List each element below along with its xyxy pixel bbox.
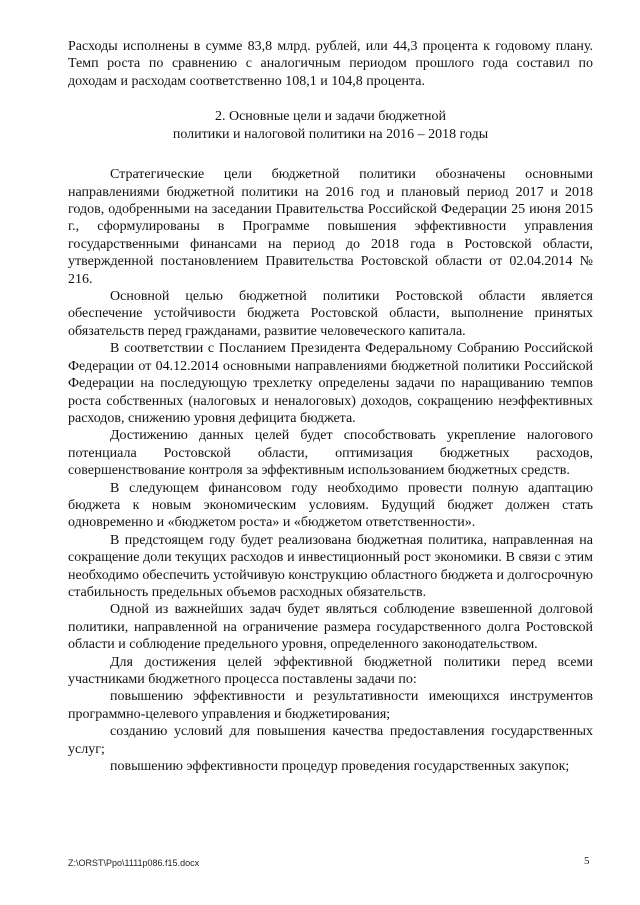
paragraph: В предстоящем году будет реализована бюджетная политика, направленная на сокращение доли текущих расходов и инвестиционный рост экономики. В связи с этим необходимо обеспечить устойчивую конструкцию областного бюджета и долгосрочную стабильность предельных объемов расходных обязательств.	[68, 532, 593, 600]
paragraph: В соответствии с Посланием Президента Федеральному Собранию Российской Федерации от 04.12.2014 основными направлениями бюджетной политики Российской Федерации на последующую трехлетку определены задачи по наращиванию темпов роста собственных (налоговых и неналоговых) доходов, сокращению неэффективных расходов, снижению уровня дефицита бюджета.	[68, 341, 593, 426]
list-item: созданию условий для повышения качества предоставления государственных услуг;	[68, 724, 593, 757]
list-item: повышению эффективности и результативности имеющихся инструментов программно-целевого управления и бюджетирования;	[68, 689, 593, 722]
footer-page-number: 5	[584, 855, 590, 867]
paragraph: Стратегические цели бюджетной политики обозначены основными направлениями бюджетной политики на 2016 год и плановый период 2017 и 2018 годов, одобренными на заседании Правительства Российской Федерации 25 июня 2015 г., сформулированы в Программе повышения эффективности управления государственными финансами на период до 2018 года в Ростовской области, утвержденной постановлением Правительства Ростовской области от 02.04.2014 № 216.	[68, 167, 593, 287]
paragraph: Одной из важнейших задач будет являться соблюдение взвешенной долговой политики, направленной на ограничение размера государственного долга Ростовской области и соблюдение предельного уровня, определенного законодательством.	[68, 602, 593, 653]
section-heading-line-2: политики и налоговой политики на 2016 – 2018 годы	[172, 127, 489, 143]
section-heading-line-1: 2. Основные цели и задачи бюджетной	[214, 109, 447, 125]
paragraph-continued: Расходы исполнены в сумме 83,8 млрд. рублей, или 44,3 процента к годовому плану. Темп роста по сравнению с аналогичным периодом прошлого года составил по доходам и расходам соответственно 108,1 и 104,8 процента.	[68, 39, 593, 89]
footer-file-path: Z:\ORST\Ppo\1111p086.f15.docx	[68, 858, 200, 868]
page-content	[68, 38, 593, 775]
paragraph: Для достижения целей эффективной бюджетной политики перед всеми участниками бюджетного процесса поставлены задачи по:	[68, 654, 593, 687]
list-item: повышению эффективности процедур проведения государственных закупок;	[110, 759, 570, 775]
paragraph: В следующем финансовом году необходимо провести полную адаптацию бюджета к новым экономическим условиям. Будущий бюджет должен стать одновременно и «бюджетом роста» и «бюджетом ответственности».	[68, 480, 593, 531]
paragraph: Достижению данных целей будет способствовать укрепление налогового потенциала Ростовской области, оптимизация бюджетных расходов, совершенствование контроля за эффективным использованием бюджетных средств.	[68, 428, 593, 479]
section-heading	[68, 108, 593, 144]
paragraph: Основной целью бюджетной политики Ростовской области является обеспечение устойчивости бюджета Ростовской области, выполнение принятых обязательств перед гражданами, развитие человеческого капитала.	[68, 289, 593, 339]
